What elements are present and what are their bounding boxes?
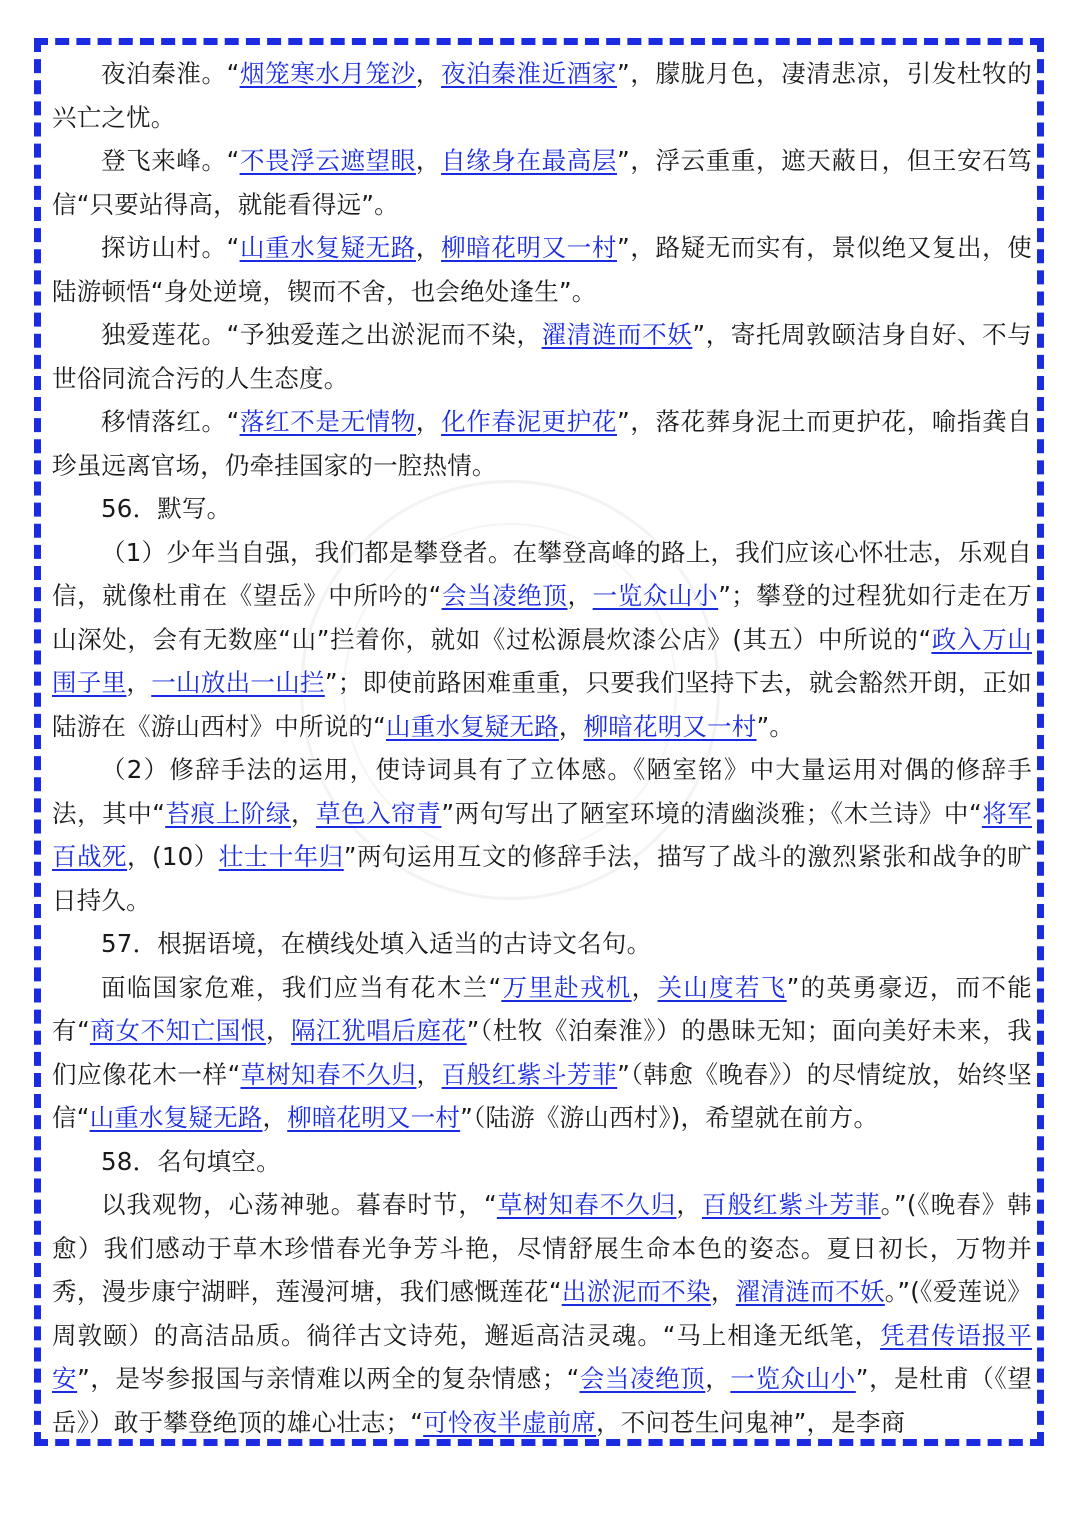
body-text: （2）修辞手法的运用，使诗词具有了立体感。《陋室铭》中大量运用对偶的修辞手法，其中“ [52,755,1032,828]
body-text: ”；即使前路困难重重，只要我们坚持下去，就会豁然开朗，正如陆游在《游山西村》中所说的“ [52,668,1033,741]
answer-text: 化作春泥更护花 [441,407,617,436]
body-text: ， [415,233,442,262]
answer-text: 会当凌绝顶 [441,581,568,610]
paragraph [52,1140,1032,1184]
body-text: 。”(《晚春》韩愈）我们感动于草木珍惜春光争芳斗艳，尽情舒展生命本色的姿态。夏日初长，万物并秀，漫步康宁湖畔，莲漫河塘，我们感慨莲花“ [52,1190,1032,1306]
answer-text: 百般红紫斗芳菲 [441,1059,618,1089]
paragraph [52,966,1032,1140]
body-text: 夜泊秦淮。“ [101,59,240,88]
body-text: 登飞来峰。“ [101,146,240,175]
paragraph [52,922,1032,966]
answer-text: 一览众山小 [730,1364,856,1393]
answer-text: 山重水复疑无路 [89,1103,263,1132]
answer-text: 草色入帘青 [316,798,442,828]
answer-text: 自缘身在最高层 [441,146,617,175]
body-text: ， [415,146,442,175]
answer-text: 凭君传语报平安 [52,1320,1032,1393]
body-text: ， [126,668,152,697]
paragraph [52,531,1032,749]
answer-text: 柳暗花明又一村 [287,1103,461,1132]
body-text: 57．根据语境，在横线处填入适当的古诗文名句。 [101,929,652,958]
body-text: ”（杜牧《泊秦淮》）的愚昧无知；面向美好未来，我们应像花木一样“ [52,1016,1032,1089]
body-text: ”的英勇豪迈，而不能有“ [52,972,1033,1045]
body-text: ”；攀登的过程犹如行走在万山深处，会有无数座“山”拦着你，就如《过松源晨炊漆公店》(其五）中所说的“ [52,581,1033,654]
answer-text: 可怜夜半虚前席 [423,1407,597,1437]
answer-text: 烟笼寒水月笼沙 [239,59,416,88]
answer-text: 一览众山小 [592,581,719,610]
answer-text: 万里赴戎机 [501,972,632,1002]
paragraph [52,139,1032,226]
body-text: ， [290,798,317,828]
body-text: ”，是岑参报国与亲情难以两全的复杂情感；“ [77,1364,580,1393]
answer-text: 不畏浮云遮望眼 [239,146,416,175]
body-text: ， [705,1364,731,1393]
paragraph [52,226,1032,313]
body-text: ”（陆游《游山西村》)，希望就在前方。 [460,1103,879,1132]
paragraph [52,1183,1032,1444]
body-text: ， [415,59,442,88]
body-text: ， [710,1277,736,1306]
paragraph [52,748,1032,922]
body-text: ， [416,1059,442,1089]
document-body [52,52,1032,1444]
answer-text: 柳暗花明又一村 [441,233,617,262]
answer-text: 政入万山围子里 [52,624,1032,697]
answer-text: 出淤泥而不染 [561,1277,711,1306]
answer-text: 壮士十年归 [218,842,344,871]
body-text: 58．名句填空。 [101,1146,281,1176]
body-text: 以我观物，心荡神驰。暮春时节，“ [101,1190,497,1219]
answer-text: 隔江犹唱后庭花 [291,1016,467,1045]
body-text: ， [676,1190,702,1219]
answer-text: 山重水复疑无路 [239,233,416,262]
body-text: ”，是杜甫（《望岳》）敢于攀登绝顶的雄心壮志；“ [52,1364,1033,1437]
body-text: ”两句运用互文的修辞手法，描写了战斗的激烈紧张和战争的旷日持久。 [52,842,1032,915]
body-text: ，(10） [127,842,219,871]
answer-text: 一山放出一山拦 [151,668,325,697]
answer-text: 草树知春不久归 [496,1190,677,1219]
paragraph [52,313,1032,400]
body-text: ”，浮云重重，遮天蔽日，但王安石笃信“只要站得高，就能看得远”。 [52,146,1033,219]
body-text: ”（韩愈《晚春》）的尽情绽放，始终坚信“ [52,1059,1033,1132]
body-text: 。”(《爱莲说》周敦颐）的高洁品质。徜徉古文诗苑，邂逅高洁灵魂。“马上相逢无纸笔， [52,1277,1032,1350]
body-text: 56．默写。 [101,494,232,523]
answer-text: 百般红紫斗芳菲 [701,1190,881,1219]
body-text: ”，朦胧月色，凄清悲凉，引发杜牧的兴亡之忧。 [52,59,1033,132]
answer-text: 将军百战死 [52,798,1033,871]
body-text: ”。 [756,711,795,741]
answer-text: 柳暗花明又一村 [583,711,757,741]
paragraph [52,52,1032,139]
answer-text: 山重水复疑无路 [386,711,559,741]
paragraph [52,400,1032,487]
body-text: ，不问苍生问鬼神”，是李商 [596,1407,906,1437]
answer-text: 草树知春不久归 [240,1059,417,1089]
body-text: ， [415,407,442,436]
body-text: ”两句写出了陋室环境的清幽淡雅；《木兰诗》中“ [441,798,982,828]
answer-text: 濯清涟而不妖 [735,1277,885,1306]
body-text: ”，路疑无而实有，景似绝又复出，使陆游顿悟“身处逆境，锲而不舍，也会绝处逢生”。 [52,233,1033,306]
answer-text: 落红不是无情物 [239,407,416,436]
body-text: （1）少年当自强，我们都是攀登者。在攀登高峰的路上，我们应该心怀壮志，乐观自信，就像杜甫在《望岳》中所吟的“ [52,537,1032,610]
paragraph [52,487,1032,531]
answer-text: 商女不知亡国恨 [89,1016,266,1045]
body-text: 移情落红。“ [101,407,240,436]
body-text: 探访山村。“ [101,233,240,262]
body-text: 独爱莲花。“予独爱莲之出淤泥而不染， [101,320,542,349]
body-text: ， [558,711,584,741]
answer-text: 濯清涟而不妖 [541,320,693,349]
body-text: ， [262,1103,288,1132]
body-text: 面临国家危难，我们应当有花木兰“ [101,972,502,1002]
answer-text: 苔痕上阶绿 [165,798,291,828]
answer-text: 夜泊秦淮近酒家 [441,59,617,88]
body-text: ”，落花葬身泥土而更护花，喻指龚自珍虽远离官场，仍牵挂国家的一腔热情。 [52,407,1033,480]
answer-text: 关山度若飞 [657,972,787,1002]
body-text: ， [265,1016,292,1045]
body-text: ”，寄托周敦颐洁身自好、不与世俗同流合污的人生态度。 [52,320,1032,393]
body-text: ， [631,972,658,1002]
body-text: ， [567,581,593,610]
answer-text: 会当凌绝顶 [579,1364,706,1393]
